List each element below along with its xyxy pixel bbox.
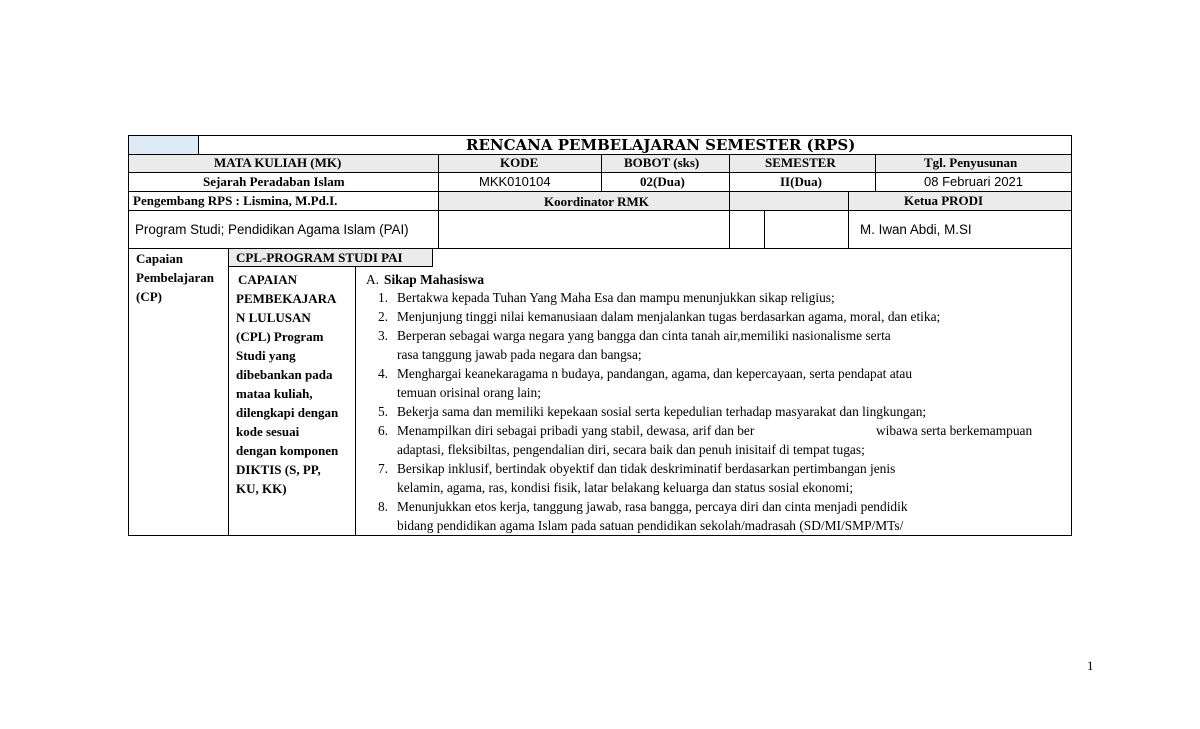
cpl-desc-line: PEMBEKAJARA (236, 291, 337, 306)
header-kode: KODE (500, 155, 539, 170)
item-text: temuan orisinal orang lain; (397, 385, 541, 400)
item-text: rasa tanggung jawab pada negara dan bangsa; (397, 347, 642, 362)
item-text: Menampilkan diri sebagai pribadi yang stabil, dewasa, arif dan ber (397, 423, 755, 438)
item-number: 4. (377, 366, 388, 381)
item-number: 1. (377, 290, 388, 305)
title-left-cell (128, 135, 199, 155)
ketua-name: M. Iwan Abdi, M.SI (860, 222, 972, 237)
header-tgl: Tgl. Penyusunan (924, 155, 1018, 170)
page-number: 1 (1087, 658, 1094, 673)
cpl-desc-line: dengan komponen (236, 443, 339, 458)
cpl-desc-line: dibebankan pada (236, 367, 333, 382)
cpl-header: CPL-PROGRAM STUDI PAI (236, 250, 403, 265)
item-text: Menghargai keanekaragama n budaya, pandangan, agama, dan kepercayaan, serta pendapat atau (397, 366, 913, 381)
value-kode: MKK010104 (479, 174, 551, 189)
item-number: 8. (377, 499, 388, 514)
item-text: Bertakwa kepada Tuhan Yang Maha Esa dan mampu menunjukkan sikap religius; (397, 290, 835, 305)
header-semester: SEMESTER (765, 155, 836, 170)
blank-cell-a (729, 210, 765, 249)
item-text: kelamin, agama, ras, kondisi fisik, latar belakang keluarga dan status sosial ekonomi; (397, 480, 854, 495)
cp-label (136, 249, 214, 306)
ketua-label: Ketua PRODI (904, 193, 984, 208)
item-number: 3. (377, 328, 388, 343)
cp-label-line: Capaian (136, 251, 183, 266)
item-number: 6. (377, 423, 388, 438)
item-text: Berperan sebagai warga negara yang bangga dan cinta tanah air,memiliki nasionalisme serta (397, 328, 891, 343)
header-bobot: BOBOT (sks) (624, 155, 700, 170)
item-text-extra: wibawa serta berkemampuan (876, 423, 1033, 438)
cp-label-line: Pembelajaran (136, 270, 214, 285)
cpl-desc-line: KU, KK) (236, 481, 287, 496)
cpl-desc-line: dilengkapi dengan (236, 405, 339, 420)
program-studi-text: Program Studi; Pendidikan Agama Islam (PAI) (135, 222, 409, 237)
item-text: Bersikap inklusif, bertindak obyektif dan tidak deskriminatif berdasarkan pertimbangan jenis (397, 461, 896, 476)
item-text: Menunjukkan etos kerja, tanggung jawab, rasa bangga, percaya diri dan cinta menjadi pendidik (397, 499, 908, 514)
value-semester: II(Dua) (780, 174, 822, 189)
item-text: Bekerja sama dan memiliki kepekaan sosial serta kepedulian terhadap masyarakat dan lingkungan; (397, 404, 927, 419)
cpl-desc-line: N LULUSAN (236, 310, 311, 325)
cpl-desc-line: DIKTIS (S, PP, (236, 462, 321, 477)
blank-shade-cell (729, 191, 849, 211)
item-number: 2. (377, 309, 388, 324)
blank-cell-b (764, 210, 849, 249)
cpl-desc-line: Studi yang (236, 348, 296, 363)
cpl-desc-line: mataa kuliah, (236, 386, 313, 401)
item-number: 5. (377, 404, 388, 419)
header-mk: MATA KULIAH (MK) (214, 155, 342, 170)
section-letter: A. (366, 272, 380, 287)
item-number: 7. (377, 461, 388, 476)
section-title: Sikap Mahasiswa (384, 272, 485, 287)
doc-title: RENCANA PEMBELAJARAN SEMESTER (RPS) (466, 136, 856, 154)
pengembang-text: Pengembang RPS : Lismina, M.Pd.I. (133, 193, 338, 208)
cpl-desc-line: CAPAIAN (238, 272, 297, 287)
cpl-description (236, 270, 338, 498)
value-mk: Sejarah Peradaban Islam (203, 174, 345, 189)
cpl-desc-line: kode sesuai (236, 424, 300, 439)
item-text: bidang pendidikan agama Islam pada satuan pendidikan sekolah/madrasah (SD/MI/SMP/MTs/ (397, 518, 904, 533)
item-text: adaptasi, fleksibiltas, pengendalian diri, secara baik dan penuh inisitaif di tempat tugas; (397, 442, 865, 457)
koordinator-value-cell (438, 210, 730, 249)
cp-label-line: (CP) (136, 289, 162, 304)
cpl-desc-line: (CPL) Program (236, 329, 324, 344)
value-bobot: 02(Dua) (640, 174, 685, 189)
value-tgl: 08 Februari 2021 (924, 174, 1024, 189)
item-text: Menjunjung tinggi nilai kemanusiaan dalam menjalankan tugas berdasarkan agama, moral, dan etika; (397, 309, 941, 324)
koordinator-label: Koordinator RMK (544, 194, 649, 209)
